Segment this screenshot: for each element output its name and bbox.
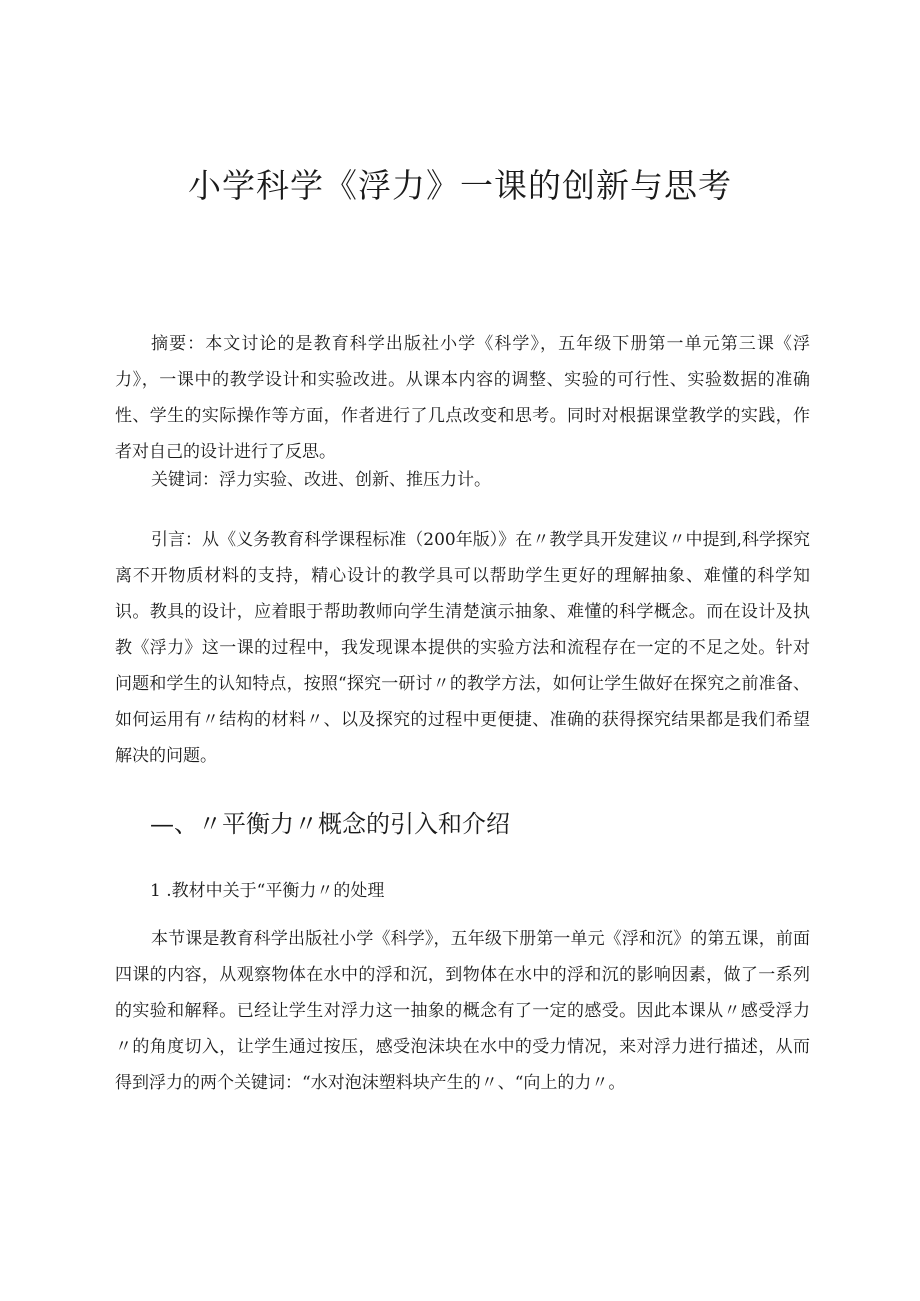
subsection-heading: 1 .教材中关于“平衡力〃的处理 xyxy=(150,881,385,901)
keywords-paragraph: 关键词：浮力实验、改进、创新、推压力计。 xyxy=(151,470,491,490)
introduction-paragraph: 引言：从《义务教育科学课程标准（200年版）》在〃教学具开发建议〃中提到,科学探究离不开物质材料的支持，精心设计的教学具可以帮助学生更好的理解抽象、难懂的科学知识。教具的设计，应着眼于帮助教师向学生清楚演示抽象、难懂的科学概念。而在设计及执教《浮力》这一课的过程中，我发现课本提供的实验方法和流程存在一定的不足之处。针对问题和学生的认知特点，按照“探究一研讨〃的教学方法，如何让学生做好在探究之前准备、如何运用有〃结构的材料〃、以及探究的过程中更便捷、准确的获得探究结果都是我们希望解决的问题。 xyxy=(115,530,810,766)
document-title: 小学科学《浮力》一课的创新与思考 xyxy=(188,166,732,205)
section-heading: —、〃平衡力〃概念的引入和介绍 xyxy=(150,810,510,838)
abstract-paragraph: 摘要：本文讨论的是教育科学出版社小学《科学》，五年级下册第一单元第三课《浮力》，一课中的教学设计和实验改进。从课本内容的调整、实验的可行性、实验数据的准确性、学生的实际操作等方面，作者进行了几点改变和思考。同时对根据课堂教学的实践，作者对自己的设计进行了反思。 xyxy=(115,334,810,462)
body-paragraph: 本节课是教育科学出版社小学《科学》，五年级下册第一单元《浮和沉》的第五课，前面四课的内容，从观察物体在水中的浮和沉，到物体在水中的浮和沉的影响因素，做了一系列的实验和解释。已经让学生对浮力这一抽象的概念有了一定的感受。因此本课从〃感受浮力〃的角度切入，让学生通过按压，感受泡沫块在水中的受力情况，来对浮力进行描述，从而得到浮力的两个关键词：“水对泡沫塑料块产生的〃、“向上的力〃。 xyxy=(115,929,810,1093)
